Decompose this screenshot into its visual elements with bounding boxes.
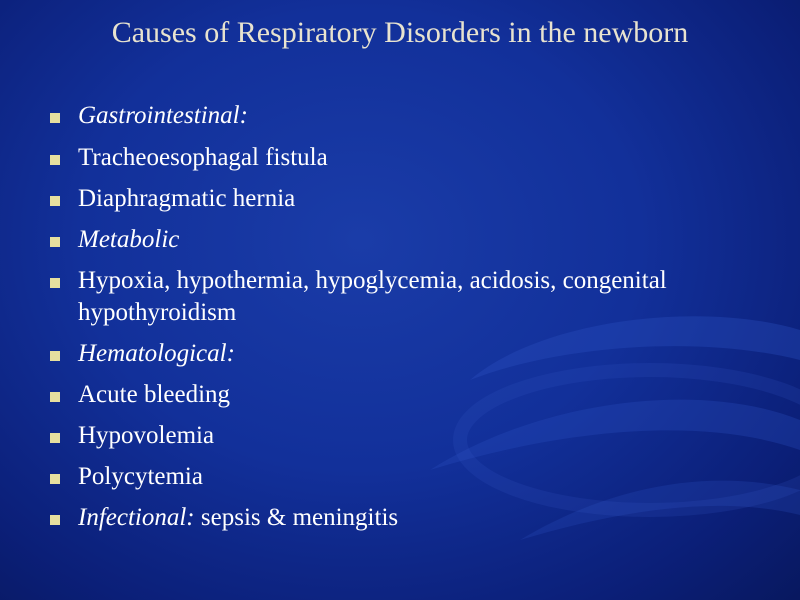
- bullet-metabolic: [48, 224, 748, 256]
- bullet-list: [48, 100, 748, 534]
- bullet-text: Polycytemia: [78, 463, 203, 490]
- bullet-square-icon: [50, 237, 60, 247]
- bullet-square-icon: [50, 351, 60, 361]
- bullet-infectional: [48, 502, 748, 534]
- bullet-text: sepsis & meningitis: [194, 504, 399, 531]
- bullet-diaphragmatic-hernia: [48, 183, 748, 215]
- bullet-hypoxia: [48, 265, 748, 329]
- bullet-text: Diaphragmatic hernia: [78, 185, 296, 212]
- bullet-square-icon: [50, 155, 60, 165]
- bullet-square-icon: [50, 196, 60, 206]
- bullet-heading: Infectional:: [78, 504, 195, 531]
- bullet-square-icon: [50, 515, 60, 525]
- bullet-heading: Gastrointestinal:: [78, 102, 248, 129]
- bullet-hematological: [48, 338, 748, 370]
- slide-title: Causes of Respiratory Disorders in the newborn: [111, 16, 689, 49]
- bullet-gastrointestinal: [48, 100, 748, 132]
- bullet-text: Hypovolemia: [78, 422, 215, 449]
- bullet-text: Acute bleeding: [78, 381, 231, 408]
- bullet-square-icon: [50, 392, 60, 402]
- bullet-square-icon: [50, 113, 60, 123]
- bullet-polycytemia: [48, 461, 748, 493]
- bullet-square-icon: [50, 433, 60, 443]
- bullet-text: Hypoxia, hypothermia, hypoglycemia, acidosis, congenital hypothyroidism: [78, 267, 667, 326]
- bullet-hypovolemia: [48, 420, 748, 452]
- bullet-square-icon: [50, 474, 60, 484]
- bullet-square-icon: [50, 278, 60, 288]
- bullet-text: Tracheoesophagal fistula: [78, 144, 328, 171]
- bullet-heading: Hematological:: [78, 340, 235, 367]
- bullet-acute-bleeding: [48, 379, 748, 411]
- bullet-tracheoesophagal-fistula: [48, 142, 748, 174]
- bullet-heading: Metabolic: [78, 226, 180, 253]
